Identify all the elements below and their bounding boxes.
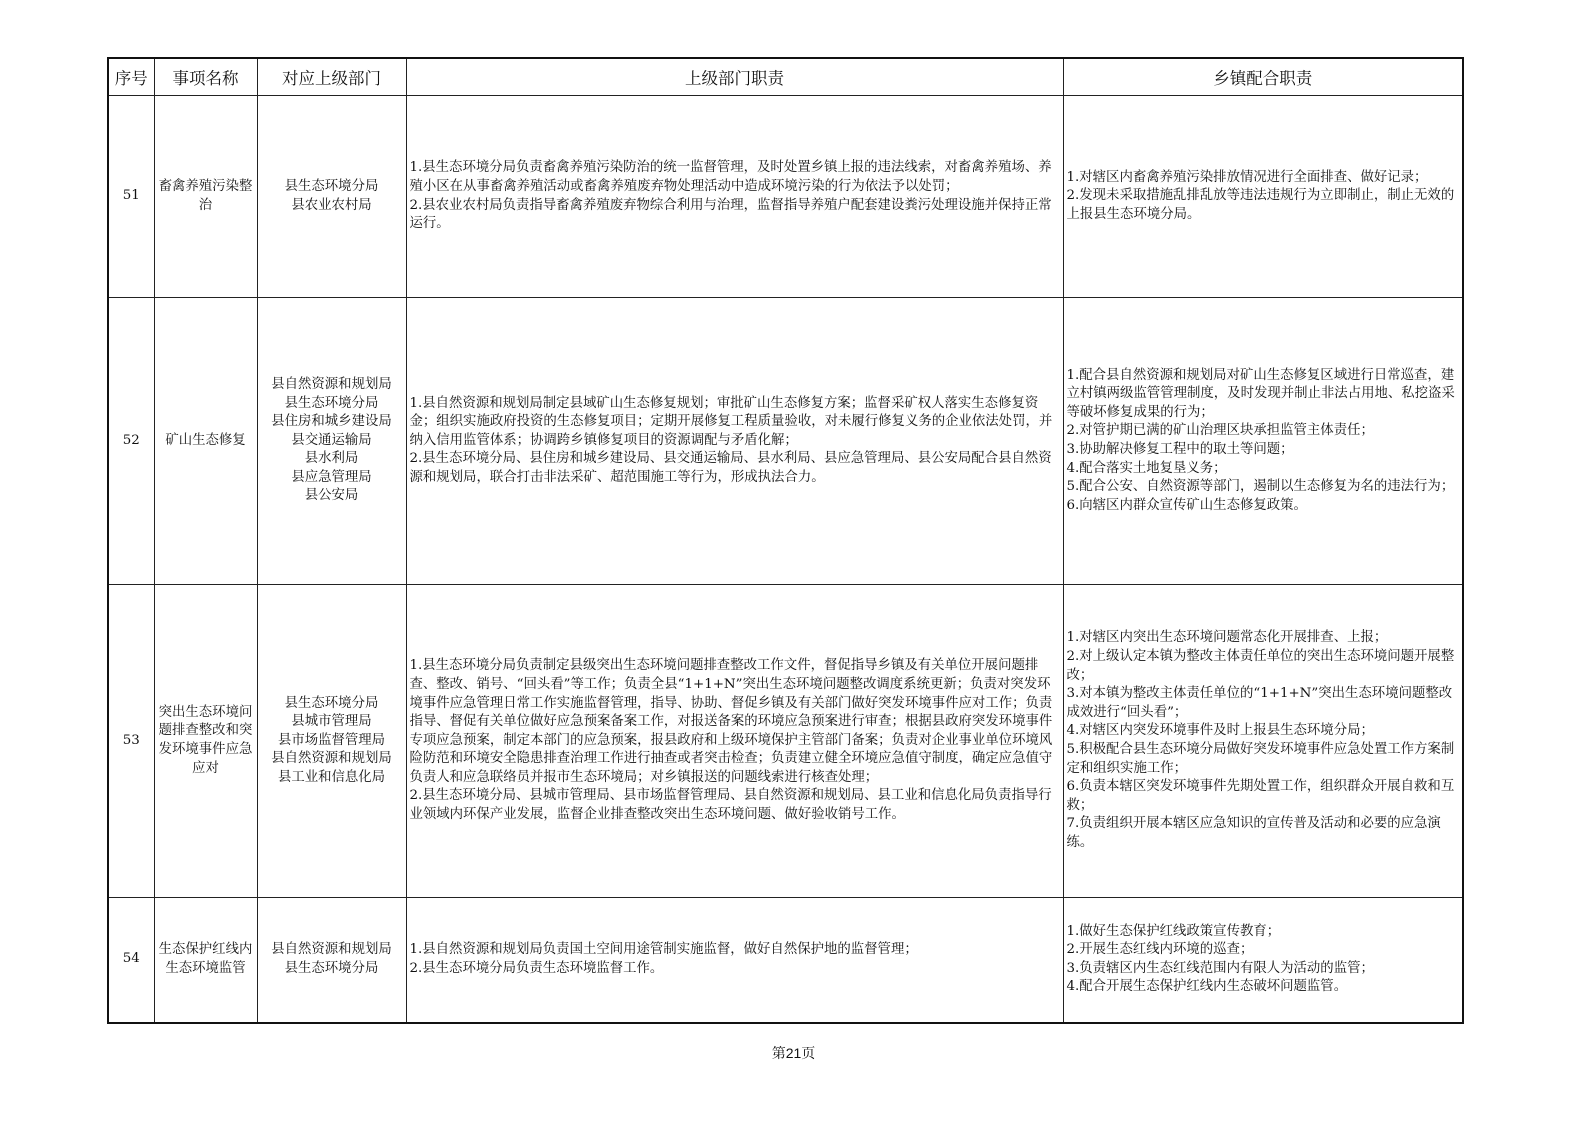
department: 县生态环境分局 <box>284 695 379 711</box>
duty-item: 1.县自然资源和规划局负责国土空间用途管制实施监督，做好自然保护地的监督管理； <box>409 942 918 958</box>
upper-departments <box>257 898 406 1023</box>
upper-duties <box>406 898 1063 1023</box>
item-name: 畜禽养殖污染整治 <box>154 96 257 298</box>
town-duties <box>1063 585 1463 898</box>
row-number: 52 <box>108 298 154 585</box>
header-item-name: 事项名称 <box>154 58 257 96</box>
upper-duties <box>406 96 1063 298</box>
department: 县交通运输局 <box>291 432 372 448</box>
upper-departments <box>257 298 406 585</box>
duty-item: 2.县生态环境分局、县住房和城乡建设局、县交通运输局、县水利局、县应急管理局、县公安局配合县自然资源和规划局，联合打击非法采矿、超范围施工等行为，形成执法合力。 <box>409 451 1052 485</box>
duty-item: 1.做好生态保护红线政策宣传教育； <box>1066 923 1281 939</box>
department: 县生态环境分局 <box>284 178 379 194</box>
row-number: 51 <box>108 96 154 298</box>
department: 县应急管理局 <box>291 469 372 485</box>
duty-item: 4.对辖区内突发环境事件及时上报县生态环境分局； <box>1066 723 1374 739</box>
duty-item: 1.县生态环境分局负责制定县级突出生态环境问题排查整改工作文件，督促指导乡镇及有关单位开展问题排查、整改、销号、“回头看”等工作；负责全县“1+1+N”突出生态环境问题整改调度系统更新；负责对突发环境事件应急管理日常工作实施监督管理，指导、协助、督促乡镇及有关部门做好突发环境事件应对工作；负责指导、督促有关单位做好应急预案备案工作，对报送备案的环境应急预案进行审查；根据县政府突发环境事件专项应急预案，制定本部门的应急预案，报县政府和上级环境保护主管部门备案；负责对企业事业单位环境风险防范和环境安全隐患排查治理工作进行抽查或者突击检查；负责建立健全环境应急值守制度，确定应急值守负责人和应急联络员并报市生态环境局；对乡镇报送的问题线索进行核查处理； <box>409 658 1053 785</box>
table-row <box>108 298 1463 585</box>
duty-item: 1.县自然资源和规划局制定县域矿山生态修复规划；审批矿山生态修复方案；监督采矿权人落实生态修复资金；组织实施政府投资的生态修复项目；定期开展修复工程质量验收，对未履行修复义务的企业依法处罚，并纳入信用监管体系；协调跨乡镇修复项目的资源调配与矛盾化解； <box>409 395 1053 448</box>
upper-duties <box>406 298 1063 585</box>
duty-table <box>107 57 1464 1024</box>
duty-item: 3.对本镇为整改主体责任单位的“1+1+N”突出生态环境问题整改成效进行“回头看”； <box>1066 686 1453 720</box>
town-duties <box>1063 298 1463 585</box>
duty-item: 2.对管护期已满的矿山治理区块承担监管主体责任； <box>1066 423 1374 439</box>
item-name: 突出生态环境问题排查整改和突发环境事件应急应对 <box>154 585 257 898</box>
duty-item: 2.县生态环境分局负责生态环境监督工作。 <box>409 960 664 976</box>
table-row <box>108 585 1463 898</box>
duty-item: 2.对上级认定本镇为整改主体责任单位的突出生态环境问题开展整改； <box>1066 649 1455 683</box>
upper-duties <box>406 585 1063 898</box>
row-number: 54 <box>108 898 154 1023</box>
table-row <box>108 96 1463 298</box>
header-town-duties: 乡镇配合职责 <box>1063 58 1463 96</box>
duty-item: 2.发现未采取措施乱排乱放等违法违规行为立即制止，制止无效的上报县生态环境分局。 <box>1066 188 1455 222</box>
department: 县工业和信息化局 <box>277 769 386 785</box>
duty-item: 1.对辖区内突出生态环境问题常态化开展排查、上报； <box>1066 630 1388 646</box>
header-no: 序号 <box>108 58 154 96</box>
town-duties <box>1063 96 1463 298</box>
header-upper-duties: 上级部门职责 <box>406 58 1063 96</box>
department: 县生态环境分局 <box>284 395 379 411</box>
duty-item: 2.开展生态红线内环境的巡查； <box>1066 942 1254 958</box>
department: 县水利局 <box>304 451 359 467</box>
duty-item: 6.负责本辖区突发环境事件先期处置工作，组织群众开展自救和互救； <box>1066 779 1455 813</box>
department: 县自然资源和规划局 <box>271 376 392 392</box>
duty-item: 3.协助解决修复工程中的取土等问题； <box>1066 442 1294 457</box>
department: 县自然资源和规划局 <box>271 751 392 767</box>
item-name: 生态保护红线内生态环境监管 <box>154 898 257 1023</box>
duty-item: 1.配合县自然资源和规划局对矿山生态修复区域进行日常巡查，建立村镇两级监管管理制度，及时发现并制止非法占用地、私挖盗采等破坏修复成果的行为； <box>1066 367 1455 420</box>
department: 县市场监督管理局 <box>277 732 386 748</box>
header-upper-department: 对应上级部门 <box>257 58 406 96</box>
department: 县城市管理局 <box>291 714 372 730</box>
duty-item: 6.向辖区内群众宣传矿山生态修复政策。 <box>1066 497 1307 513</box>
duty-item: 1.对辖区内畜禽养殖污染排放情况进行全面排查、做好记录； <box>1066 169 1428 185</box>
department: 县住房和城乡建设局 <box>271 414 392 430</box>
duty-item: 5.配合公安、自然资源等部门，遏制以生态修复为名的违法行为； <box>1066 479 1455 495</box>
duty-item: 7.负责组织开展本辖区应急知识的宣传普及活动和必要的应急演练。 <box>1066 816 1441 850</box>
duty-item: 2.县农业农村局负责指导畜禽养殖废弃物综合利用与治理，监督指导养殖户配套建设粪污处理设施并保持正常运行。 <box>409 197 1052 232</box>
duty-item: 1.县生态环境分局负责畜禽养殖污染防治的统一监督管理，及时处置乡镇上报的违法线索，对畜禽养殖场、养殖小区在从事畜禽养殖活动或畜禽养殖废弃物处理活动中造成环境污染的行为依法予以处罚； <box>409 160 1052 194</box>
department: 县公安局 <box>304 488 359 504</box>
table-row <box>108 898 1463 1023</box>
town-duties <box>1063 898 1463 1023</box>
department: 县生态环境分局 <box>284 960 379 976</box>
item-name: 矿山生态修复 <box>154 298 257 585</box>
department: 县农业农村局 <box>291 197 372 213</box>
row-number: 53 <box>108 585 154 898</box>
duty-item: 5.积极配合县生态环境分局做好突发环境事件应急处置工作方案制定和组织实施工作； <box>1066 742 1455 776</box>
upper-departments <box>257 585 406 898</box>
upper-departments <box>257 96 406 298</box>
duty-item: 4.配合开展生态保护红线内生态破坏问题监管。 <box>1066 979 1348 995</box>
header-row <box>108 58 1463 96</box>
department: 县自然资源和规划局 <box>271 942 392 958</box>
duty-item: 2.县生态环境分局、县城市管理局、县市场监督管理局、县自然资源和规划局、县工业和信息化局负责指导行业领域内环保产业发展，监督企业排查整改突出生态环境问题、做好验收销号工作。 <box>409 788 1052 823</box>
duty-item: 4.配合落实土地复垦义务； <box>1066 460 1227 476</box>
duty-item: 3.负责辖区内生态红线范围内有限人为活动的监管； <box>1066 960 1374 976</box>
page-number: 第21页 <box>771 1045 816 1061</box>
